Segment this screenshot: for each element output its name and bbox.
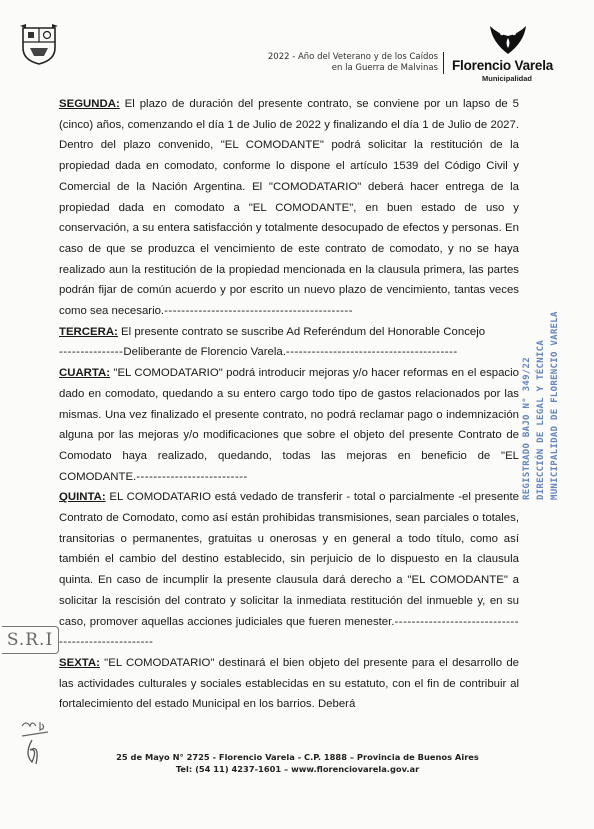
- stamp-line-1: REGISTRADO BAJO N° 349/22: [522, 357, 532, 500]
- footer-address: 25 de Mayo N° 2725 - Florencio Varela - C.P. 1888 – Provincia de Buenos Aires: [116, 752, 479, 762]
- clause-text: El presente contrato se suscribe Ad Referéndum del Honorable Concejo: [117, 325, 486, 338]
- footer-contact: Tel: (54 11) 4237-1601 – www.florenciovarela.gov.ar: [175, 764, 420, 774]
- header-divider: [443, 52, 444, 74]
- clause-sexta: [59, 653, 519, 715]
- clause-heading: SEXTA:: [59, 656, 100, 669]
- stamp-line-2: DIRECCIÓN DE LEGAL Y TÉCNICA: [536, 339, 546, 500]
- page-footer: [100, 751, 495, 775]
- clause-text: EL COMODATARIO está vedado de transferir - total o parcialmente -el presente Contrato de Comodato, como así están prohibidas transmisiones, sean parciales o totales, transitorias o permanentes, gratuitas u onerosas y en general a todo título, como así también el cambio del destino establecido, sin perjuicio de lo dispuesto en la clausula quinta. En caso de incumplir la presente clausula dará derecho a "EL COMODANTE" a solicitar la rescisión del contrato y solicitar la inmediata restitución del inmueble y, en su caso, promover aquellas acciones judiciales que fueren menester.: [59, 491, 519, 628]
- header-motto: [238, 52, 438, 73]
- clause-cuarta: [59, 363, 519, 487]
- clause-text: Deliberante de Florencio Varela.: [123, 346, 286, 359]
- clause-tercera-continuation: [59, 342, 519, 363]
- contract-body: [59, 94, 519, 715]
- handwritten-initials-icon: [18, 718, 58, 768]
- clause-text: El plazo de duración del presente contrato, se conviene por un lapso de 5 (cinco) años, comenzando el día 1 de Julio de 2022 y finalizando el día 1 de Julio de 2027. Dentro del plazo convenido, "EL COMODANTE" podrá solicitar la restitución de la propiedad dada en comodato, conforme lo dispone el artículo 1539 del Código Civil y Comercial de la Nación Argentina. El "COMODATARIO" deberá hacer entrega de la propiedad dada en comodato a "EL COMODANTE", en buen estado de uso y conservación, a su entera satisfacción y totalmente desocupado de efectos y personas. En caso de que se produzca el vencimiento de este contrato de comodato, y no se haya realizado aun la restitución de la propiedad mencionada en la clausula primera, las partes podrán fijar de común acuerdo y por escrito un nuevo plazo de vencimiento, tantas veces como sea necesario.: [59, 98, 519, 318]
- filler-dashes: --------------------------------------------: [164, 305, 354, 318]
- clause-quinta: [59, 487, 519, 653]
- filler-dashes: ---------------------------------------------------: [59, 615, 519, 649]
- motto-line-1: 2022 - Año del Veterano y de los Caídos: [267, 52, 438, 62]
- florencio-varela-logo-icon: [488, 24, 528, 56]
- stamp-line-3: MUNICIPALIDAD DE FLORENCIO VARELA: [550, 311, 560, 500]
- brand-subtitle: Municipalidad: [482, 74, 533, 83]
- clause-text: "EL COMODATARIO" destinará el bien objeto del presente para el desarrollo de las actividades culturales y sociales establecidas en su estatuto, con el fin de contribuir al fortalecimiento del estado Municipal en los barrios. Deberá: [59, 656, 519, 711]
- filler-dashes: ----------------------------------------: [285, 346, 458, 359]
- clause-text: "EL COMODATARIO" podrá introducir mejoras y/o hacer reformas en el espacio dado en comodato, quedando a su entero cargo todo tipo de gastos relacionados por las mismas. Una vez finalizado el presente contrato, no podrá reclamar pago o indemnización alguna por las mejoras y/o modificaciones que sobre el objeto del presente Contrato de Comodato haya realizado, quedando, todas las mejoras en beneficio de "EL COMODANTE.: [59, 367, 519, 483]
- clause-heading: TERCERA:: [59, 325, 118, 338]
- filler-dashes: --------------------------: [136, 470, 248, 483]
- clause-segunda: [59, 94, 519, 322]
- clause-heading: CUARTA:: [59, 367, 111, 380]
- sri-margin-box: S.R.I: [2, 626, 59, 654]
- clause-heading: SEGUNDA:: [59, 98, 120, 110]
- registration-stamp: [518, 260, 570, 500]
- motto-line-2: en la Guerra de Malvinas: [331, 62, 438, 73]
- clause-tercera: [59, 322, 519, 343]
- filler-dashes: ---------------: [59, 346, 124, 359]
- brand-name: Florencio Varela: [452, 58, 554, 73]
- municipal-crest-icon: [20, 24, 58, 66]
- clause-heading: QUINTA:: [59, 491, 106, 504]
